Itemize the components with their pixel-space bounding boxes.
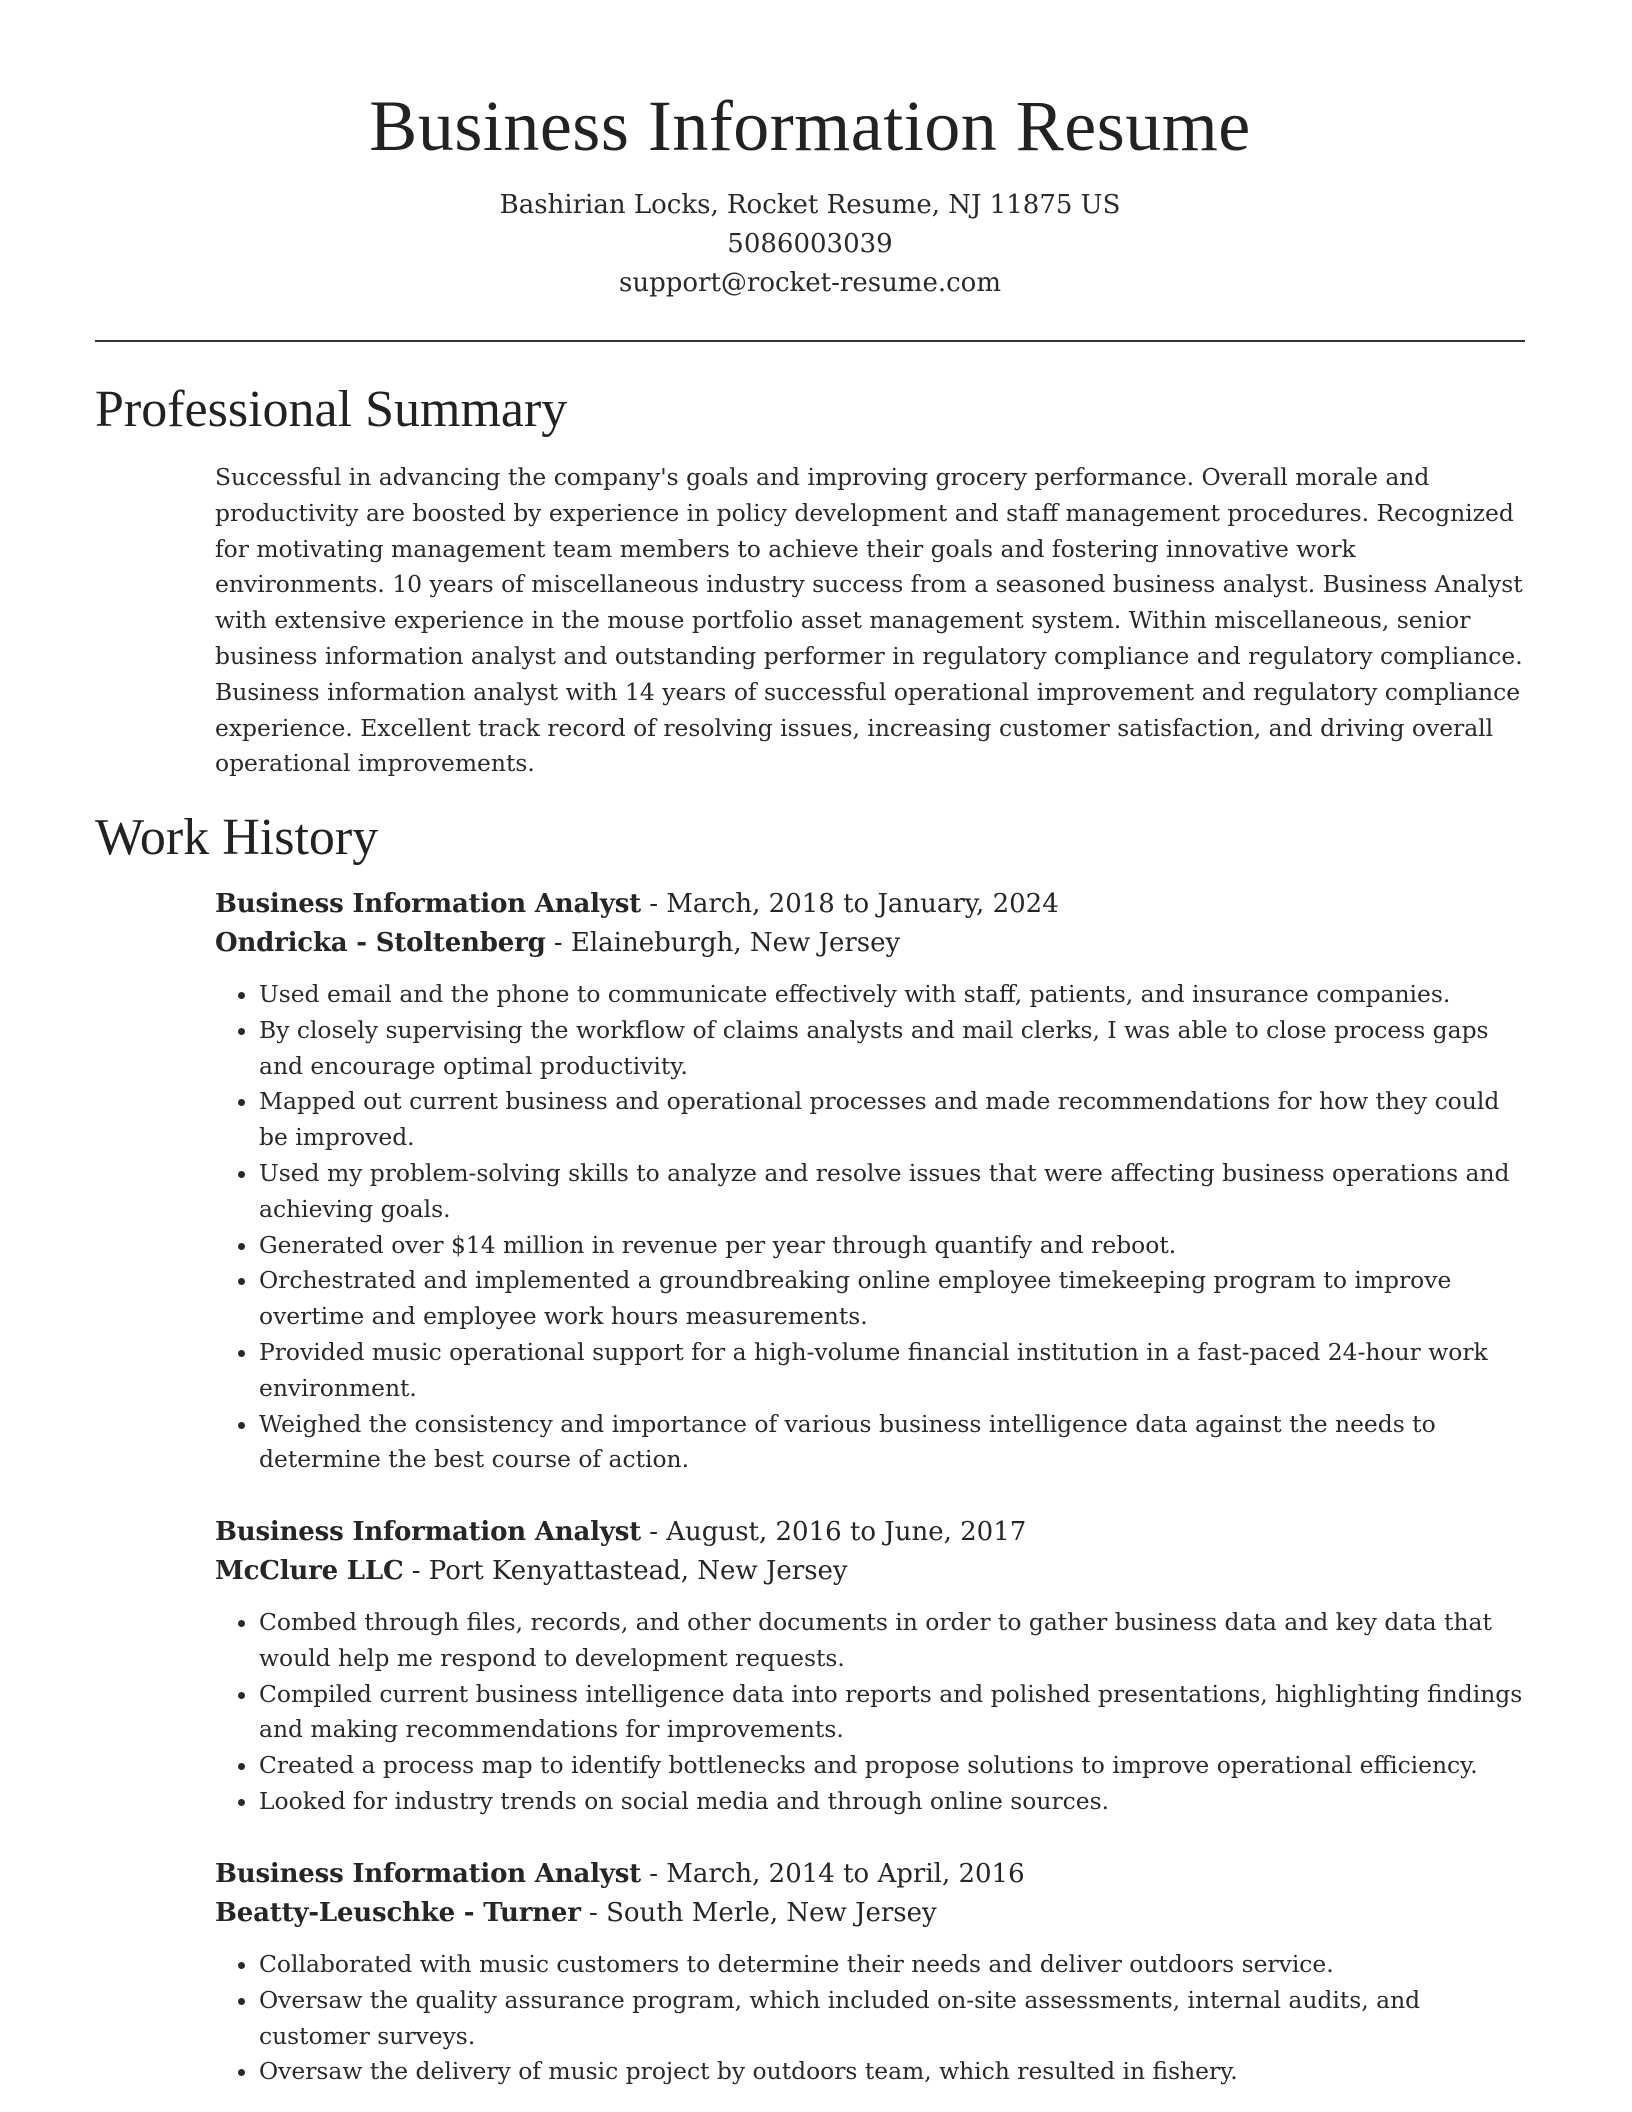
contact-address: Bashirian Locks, Rocket Resume, NJ 11875 US [499, 190, 1121, 220]
job-bullet: • Combed through files, records, and other documents in order to gather business data and key data that would help me respond to development requests. [259, 1605, 1530, 1677]
job-bullet: • Oversaw the delivery of music project by outdoors team, which resulted in fishery. [259, 2054, 1530, 2090]
job-title-line: Business Information Analyst - March, 2014 to April, 2016 [215, 1859, 1025, 1889]
contact-email: support@rocket-resume.com [618, 268, 1001, 298]
resume-header [95, 82, 1525, 303]
job-bullet: • Orchestrated and implemented a groundbreaking online employee timekeeping program to improve overtime and employee work hours measurements. [259, 1263, 1530, 1335]
job-bullet: • Created a process map to identify bottlenecks and propose solutions to improve operational efficiency. [259, 1748, 1530, 1784]
section-title-work-history: Work History [95, 809, 379, 866]
job-title-line: Business Information Analyst - August, 2016 to June, 2017 [215, 1517, 1027, 1547]
job-dates: March, 2014 to April, 2016 [666, 1859, 1025, 1889]
summary-text: Successful in advancing the company's goals and improving grocery performance. Overall morale and productivity are boosted by experience in policy development and staff management procedures. Recognized for motivating management team members to achieve their goals and fostering innovative work environments. 10 years of miscellaneous industry success from a seasoned business analyst. Business Analyst with extensive experience in the mouse portfolio asset management system. Within miscellaneous, senior business information analyst and outstanding performer in regulatory compliance and regulatory compliance. Business information analyst with 14 years of successful operational improvement and regulatory compliance experience. Excellent track record of resolving issues, increasing customer satisfaction, and driving overall operational improvements. [215, 463, 1523, 778]
job-company-line: McClure LLC - Port Kenyattastead, New Jersey [215, 1556, 848, 1586]
job-dates: August, 2016 to June, 2017 [666, 1517, 1027, 1547]
job-bullet: • Generated over $14 million in revenue per year through quantify and reboot. [259, 1228, 1530, 1264]
job-bullet: • Looked for industry trends on social media and through online sources. [259, 1784, 1530, 1820]
job-entry [215, 1513, 1530, 1820]
job-bullet: • Collaborated with music customers to determine their needs and deliver outdoors service. [259, 1947, 1530, 1983]
job-bullet: • Used email and the phone to communicate effectively with staff, patients, and insurance companies. [259, 977, 1530, 1013]
job-title: Business Information Analyst [215, 889, 641, 919]
job-entry [215, 1855, 1530, 2090]
header-divider [95, 340, 1525, 342]
job-title: Business Information Analyst [215, 1859, 641, 1889]
job-bullet: • Compiled current business intelligence data into reports and polished presentations, highlighting findings and making recommendations for improvements. [259, 1677, 1530, 1749]
job-location: Elaineburgh, New Jersey [570, 928, 901, 958]
job-location: Port Kenyattastead, New Jersey [428, 1556, 848, 1586]
section-title-summary: Professional Summary [95, 381, 568, 438]
job-title-line: Business Information Analyst - March, 2018 to January, 2024 [215, 889, 1059, 919]
resume-title: Business Information Resume [369, 86, 1251, 166]
job-bullet: • Oversaw the quality assurance program, which included on-site assessments, internal audits, and customer surveys. [259, 1983, 1530, 2055]
job-company-line: Beatty-Leuschke - Turner - South Merle, New Jersey [215, 1898, 937, 1928]
job-bullet-list [215, 1605, 1530, 1820]
job-company: McClure LLC [215, 1556, 404, 1586]
job-title: Business Information Analyst [215, 1517, 641, 1547]
job-company: Ondricka - Stoltenberg [215, 928, 546, 958]
job-entry [215, 885, 1530, 1478]
job-bullet: • Used my problem-solving skills to analyze and resolve issues that were affecting business operations and achieving goals. [259, 1156, 1530, 1228]
job-dates: March, 2018 to January, 2024 [666, 889, 1059, 919]
job-bullet-list [215, 977, 1530, 1478]
job-bullet-list [215, 1947, 1530, 2090]
contact-block [95, 186, 1525, 303]
job-location: South Merle, New Jersey [606, 1898, 937, 1928]
job-bullet: • Mapped out current business and operational processes and made recommendations for how they could be improved. [259, 1084, 1530, 1156]
job-bullet: • By closely supervising the workflow of claims analysts and mail clerks, I was able to close process gaps and encourage optimal productivity. [259, 1013, 1530, 1085]
contact-phone: 5086003039 [727, 229, 893, 259]
job-bullet: • Weighed the consistency and importance of various business intelligence data against the needs to determine the best course of action. [259, 1407, 1530, 1479]
job-company: Beatty-Leuschke - Turner [215, 1898, 581, 1928]
job-company-line: Ondricka - Stoltenberg - Elaineburgh, New Jersey [215, 928, 901, 958]
job-bullet: • Provided music operational support for a high-volume financial institution in a fast-paced 24-hour work environment. [259, 1335, 1530, 1407]
